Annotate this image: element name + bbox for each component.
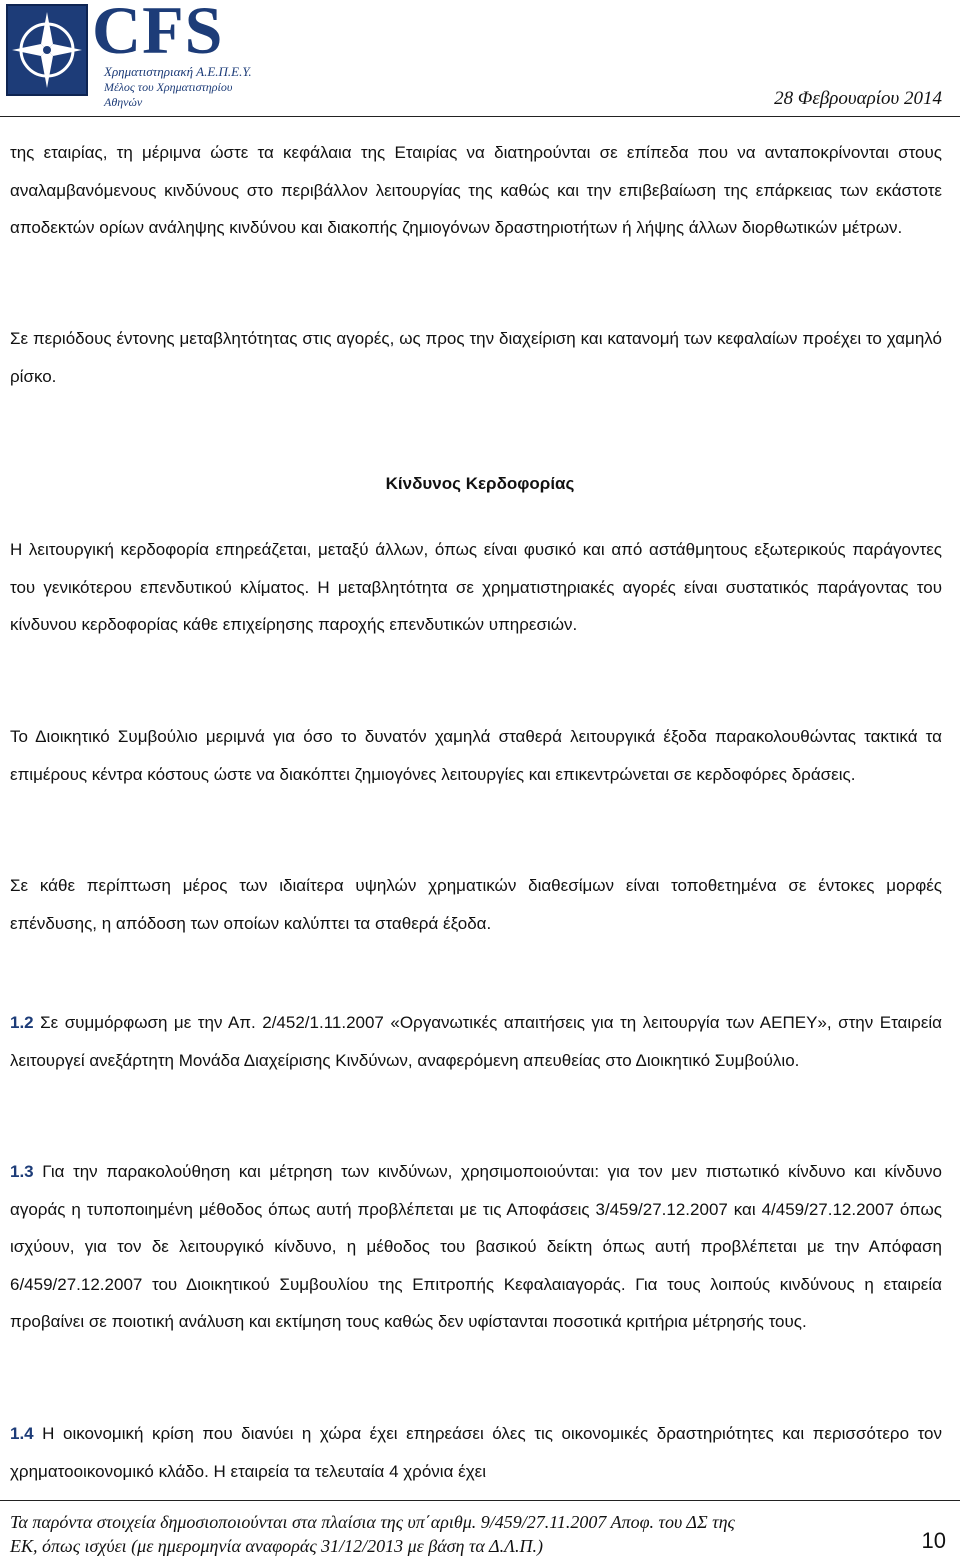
paragraph-board-costs: Το Διοικητικό Συμβούλιο μεριμνά για όσο το δυνατόν χαμηλά σταθερά λειτουργικά έξοδα παρακολουθώντας τακτικά τα επιμέρους κέντρα κόστους ώστε να διακόπτει ζημιογόνες λειτουργίες και επικεντρώνεται σε κερδοφόρες δράσεις. [10, 727, 942, 784]
cfs-logo [0, 0, 258, 109]
section-1-3 [10, 1153, 942, 1341]
logo-subtitle: Χρηματιστηριακή Α.Ε.Π.Ε.Υ. [104, 64, 252, 79]
header-divider [0, 116, 960, 117]
section-number: 1.4 [10, 1424, 34, 1443]
footer-line-1: Τα παρόντα στοιχεία δημοσιοποιούνται στα πλαίσια της υπ΄αριθμ. 9/459/27.11.2007 Αποφ. του ΔΣ της [10, 1512, 735, 1532]
footer-line-2: ΕΚ, όπως ισχύει (με ημερομηνία αναφοράς 31/12/2013 με βάση τα Δ.Λ.Π.) [10, 1536, 543, 1556]
logo-wordmark: CFS [92, 0, 224, 68]
footer-divider [0, 1500, 960, 1501]
paragraph-cash-investments: Σε κάθε περίπτωση μέρος των ιδιαίτερα υψηλών χρηματικών διαθεσίμων είναι τοποθετημένα σε έντοκες μορφές επένδυσης, η απόδοση των οποίων καλύπτει τα σταθερά έξοδα. [10, 876, 942, 933]
report-date: 28 Φεβρουαρίου 2014 [774, 88, 942, 109]
section-1-4 [10, 1415, 942, 1490]
section-number: 1.3 [10, 1162, 34, 1181]
paragraph-operational-profitability: Η λειτουργική κερδοφορία επηρεάζεται, μεταξύ άλλων, όπως είναι φυσικό και από αστάθμητους εξωτερικούς παράγοντες του γενικότερου επενδυτικού κλίματος. Η μεταβλητότητα σε χρηματιστηριακές αγορές είναι συστατικός παράγοντας του κίνδυνου κερδοφορίας κάθε επιχείρησης παροχής επενδυτικών υπηρεσιών. [10, 540, 942, 634]
page-number: 10 [921, 1528, 946, 1553]
paragraph-capital-management: της εταιρίας, τη μέριμνα ώστε τα κεφάλαια της Εταιρίας να διατηρούνται σε επίπεδα που να ανταποκρίνονται στους αναλαμβανόμενους κινδύνους στο περιβάλλον λειτουργίας της καθώς και την επιβεβαίωση της επάρκειας των εκάστοτε αποδεκτών ορίων ανάληψης κινδύνου και διακοπής ζημιογόνων δραστηριοτήτων ή λήψης άλλων διορθωτικών μέτρων. [10, 143, 942, 237]
section-heading-profitability-risk: Κίνδυνος Κερδοφορίας [385, 474, 575, 493]
paragraph-volatility: Σε περιόδους έντονης μεταβλητότητας στις αγορές, ως προς την διαχείριση και κατανομή των κεφαλαίων προέχει το χαμηλό ρίσκο. [10, 329, 942, 386]
section-number: 1.2 [10, 1013, 34, 1032]
footer-note [10, 1510, 890, 1558]
section-text: Η οικονομική κρίση που διανύει η χώρα έχει επηρεάσει όλες τις οικονομικές δραστηριότητες και περισσότερο τον χρηματοοικονομικό κλάδο. Η εταιρεία τα τελευταία 4 χρόνια έχει [10, 1424, 942, 1481]
section-text: Για την παρακολούθηση και μέτρηση των κινδύνων, χρησιμοποιούνται: για τον μεν πιστωτικό κίνδυνο και κίνδυνο αγοράς η τυποποιημένη μέθοδος όπως αυτή προβλέπεται με τις Αποφάσεις 3/459/27.12.2007 και 4/459/27.12.2007 όπως ισχύουν, για τον δε λειτουργικό κίνδυνο, η μέθοδος του βασικού δείκτη όπως αυτή προβλέπεται με την Απόφαση 6/459/27.12.2007 του Διοικητικού Συμβουλίου της Επιτροπής Κεφαλαιαγοράς. Για τους λοιπούς κινδύνους η εταιρεία προβαίνει σε ποιοτική ανάλυση και εκτίμηση τους καθώς δεν υφίστανται ποσοτικά κριτήρια μέτρησής τους. [10, 1162, 942, 1331]
logo-tagline: Μέλος του Χρηματιστηρίου Αθηνών [104, 80, 233, 109]
section-text: Σε συμμόρφωση με την Απ. 2/452/1.11.2007 «Οργανωτικές απαιτήσεις για τη λειτουργία των ΑΕΠΕΥ», στην Εταιρεία λειτουργεί ανεξάρτητη Μονάδα Διαχείρισης Κινδύνων, αναφερόμενη απευθείας στο Διοικητικό Συμβούλιο. [10, 1013, 942, 1070]
section-1-2 [10, 1004, 942, 1079]
compass-emblem-icon [6, 4, 88, 96]
